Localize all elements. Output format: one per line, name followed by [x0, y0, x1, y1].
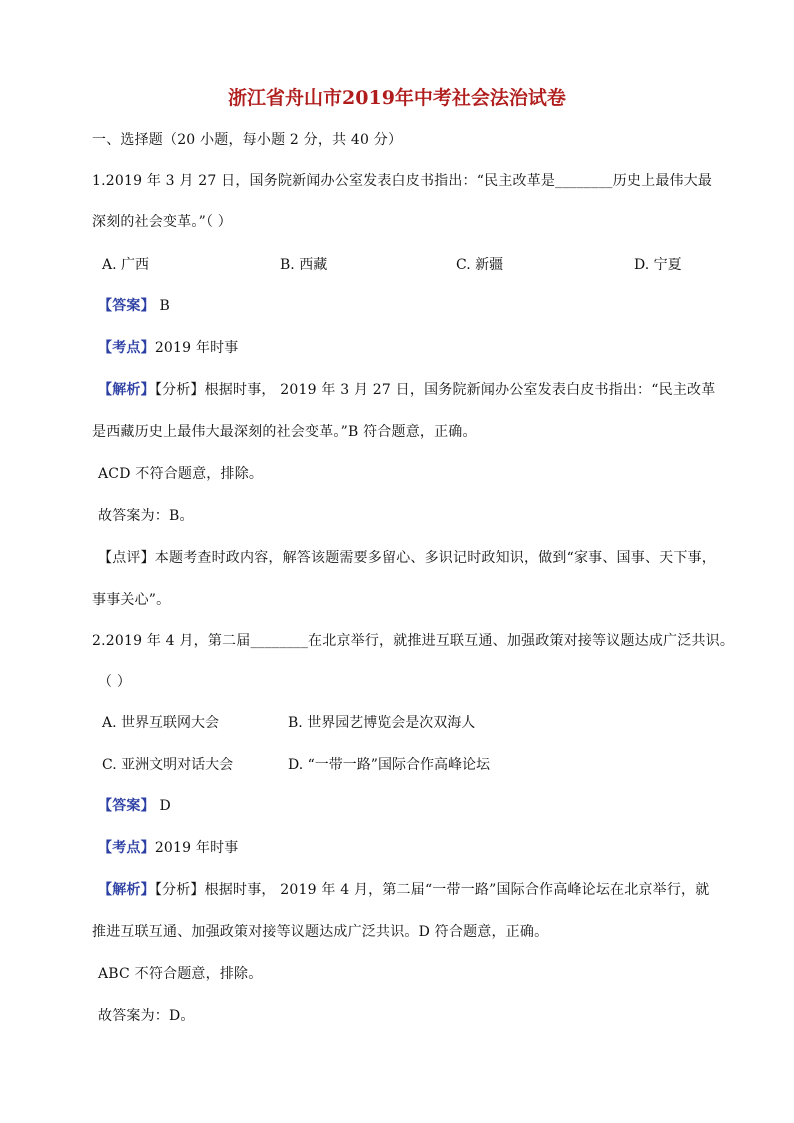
answer-tag: 【答案】 — [98, 798, 155, 814]
analysis-text: 【分析】根据时事， 2019 年 3 月 27 日，国务院新闻办公室发表白皮书指出：“民主改革 — [154, 382, 716, 398]
q2-point — [98, 839, 239, 857]
q1-option-d: D. 宁夏 — [634, 257, 682, 273]
q2-exclude: ABC 不符合题意，排除。 — [98, 966, 263, 982]
q2-option-a: A. 世界互联网大会 — [102, 715, 220, 731]
analysis-text: 【分析】根据时事， 2019 年 4 月，第二届“一带一路”国际合作高峰论坛在北京举行，就 — [154, 882, 710, 898]
q2-stem-line2: （ ） — [98, 674, 132, 690]
q1-analysis-line2: 是西藏历史上最伟大最深刻的社会变革。”B 符合题意，正确。 — [92, 424, 477, 440]
q2-final: 故答案为：D。 — [98, 1008, 195, 1024]
analysis-tag: 【解析】 — [98, 382, 155, 398]
q2-stem-line1: 2.2019 年 4 月，第二届________在北京举行，就推进互联互通、加强政策对接等议题达成广泛共识。 — [92, 633, 735, 649]
point-value: 2019 年时事 — [154, 340, 239, 356]
q2-analysis-line2: 推进互联互通、加强政策对接等议题达成广泛共识。D 符合题意，正确。 — [92, 924, 549, 940]
q1-final: 故答案为：B。 — [98, 508, 194, 524]
q1-exclude: ACD 不符合题意，排除。 — [98, 466, 264, 482]
point-tag: 【考点】 — [98, 840, 155, 856]
q1-option-a: A. 广西 — [102, 257, 150, 273]
answer-tag: 【答案】 — [98, 298, 155, 314]
answer-value: D — [159, 798, 171, 814]
q1-stem-line2: 深刻的社会变革。”（ ） — [92, 214, 233, 230]
point-value: 2019 年时事 — [154, 840, 239, 856]
q1-option-b: B. 西藏 — [280, 257, 328, 273]
q1-answer — [98, 297, 170, 315]
q1-point — [98, 339, 239, 357]
q1-option-c: C. 新疆 — [456, 257, 504, 273]
q1-analysis-line1 — [98, 381, 715, 399]
q1-stem-line1: 1.2019 年 3 月 27 日，国务院新闻办公室发表白皮书指出：“民主改革是________历史上最伟大最 — [92, 173, 713, 189]
answer-value: B — [159, 298, 170, 314]
q1-comment-line1: 【点评】本题考查时政内容，解答该题需要多留心、多识记时政知识，做到“家事、国事、天下事， — [98, 550, 716, 566]
point-tag: 【考点】 — [98, 340, 155, 356]
q1-comment-line2: 事事关心”。 — [92, 592, 171, 608]
analysis-tag: 【解析】 — [98, 882, 155, 898]
q2-option-b: B. 世界园艺博览会是次双海人 — [288, 715, 476, 731]
q2-answer — [98, 797, 171, 815]
section-heading: 一、选择题（20 小题，每小题 2 分，共 40 分） — [92, 132, 403, 148]
q2-analysis-line1 — [98, 881, 709, 899]
page-title: 浙江省舟山市2019年中考社会法治试卷 — [228, 87, 566, 109]
q2-option-d: D. “一带一路”国际合作高峰论坛 — [288, 757, 490, 773]
q2-option-c: C. 亚洲文明对话大会 — [102, 757, 234, 773]
